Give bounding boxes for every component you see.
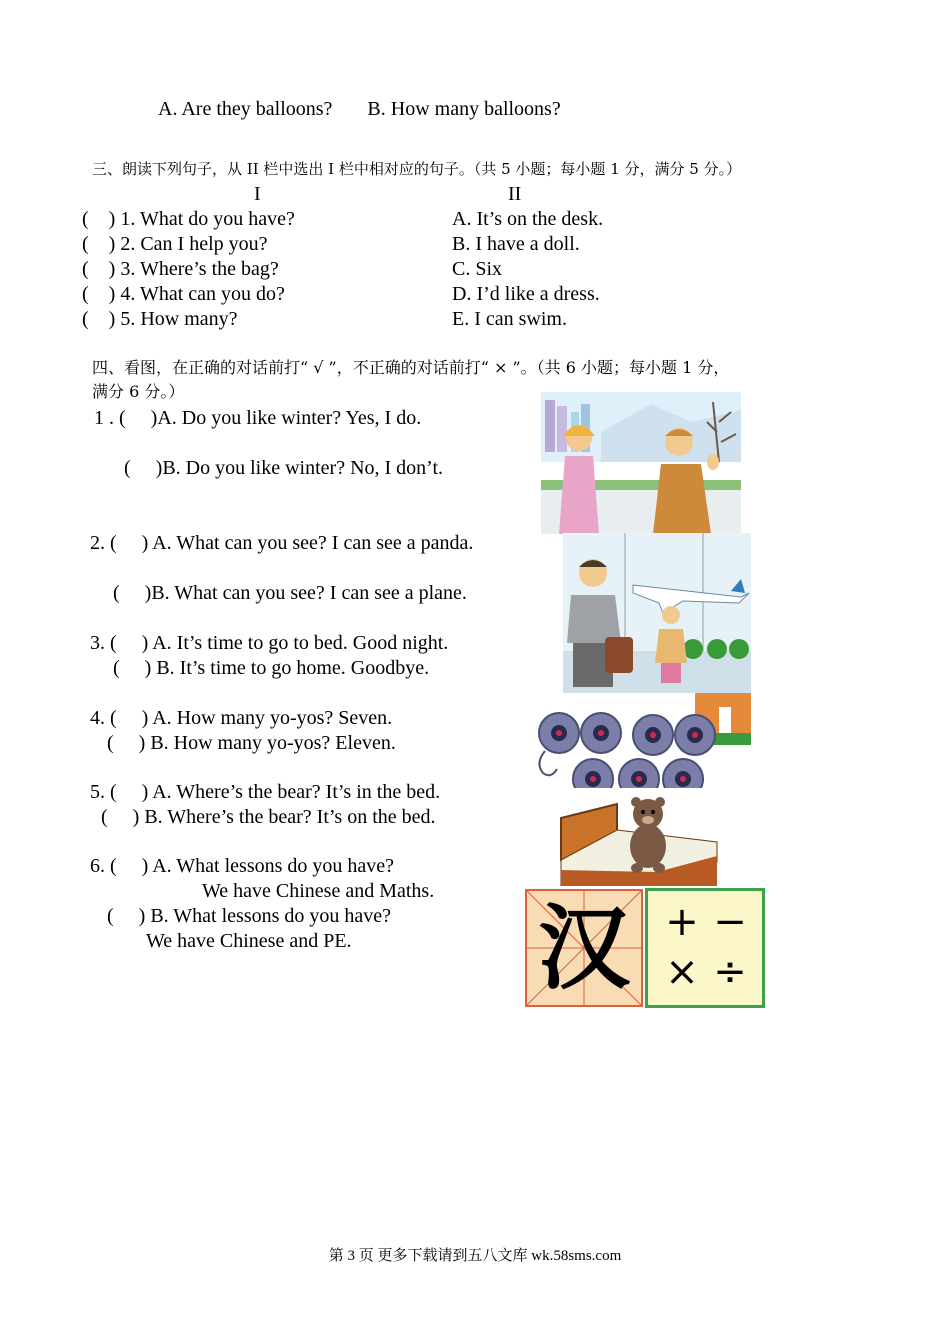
column-ii-label: II	[508, 183, 522, 205]
page-footer: 第 3 页 更多下载请到五八文库 wk.58sms.com	[328, 1248, 622, 1264]
q4-option-a: 4. ( ) A. How many yo-yos? Seven.	[90, 707, 393, 729]
q5-option-a: 5. ( ) A. Where’s the bear? It’s in the bed.	[90, 781, 441, 803]
previous-question-options: A. Are they balloons? B. How many balloons?	[158, 98, 561, 120]
q2-option-a: 2. ( ) A. What can you see? I can see a panda.	[90, 532, 474, 554]
match-right-d: D. I’d like a dress.	[452, 283, 600, 305]
q1-option-b: ( )B. Do you like winter? No, I don’t.	[124, 457, 444, 479]
divide-sign: ÷	[713, 949, 747, 995]
q6-option-b: ( ) B. What lessons do you have?	[107, 905, 392, 927]
match-left-2: ( ) 2. Can I help you?	[82, 233, 268, 255]
q5-option-b: ( ) B. Where’s the bear? It’s on the bed.	[101, 806, 436, 828]
q3-option-a: 3. ( ) A. It’s time to go to bed. Good night.	[90, 632, 449, 654]
bear-on-bed-image	[557, 790, 720, 886]
q6-option-a: 6. ( ) A. What lessons do you have?	[90, 855, 395, 877]
airport-scene-image	[563, 533, 751, 693]
match-right-b: B. I have a doll.	[452, 233, 580, 255]
match-right-a: A. It’s on the desk.	[452, 208, 604, 230]
column-i-label: I	[254, 183, 261, 205]
q6-option-a-answer: We have Chinese and Maths.	[202, 880, 435, 902]
winter-scene-image	[541, 392, 741, 534]
match-left-4: ( ) 4. What can you do?	[82, 283, 285, 305]
plus-sign: +	[665, 899, 699, 945]
minus-sign: −	[713, 899, 747, 945]
section-3-heading: 三、朗读下列句子，从 II 栏中选出 I 栏中相对应的句子。（共 5 小题；每小题 1 分，满分 5 分。）	[92, 160, 742, 178]
hanzi-character: 汉	[537, 894, 630, 1002]
q2-option-b: ( )B. What can you see? I can see a plane.	[113, 582, 467, 604]
yo-yos-image	[535, 693, 751, 788]
match-left-3: ( ) 3. Where’s the bag?	[82, 258, 279, 280]
q3-option-b: ( ) B. It’s time to go home. Goodbye.	[113, 657, 430, 679]
match-left-1: ( ) 1. What do you have?	[82, 208, 295, 230]
section-4-heading-line2: 满分 6 分。）	[92, 382, 185, 401]
section-4-heading-line1: 四、看图，在正确的对话前打“ √ ”，不正确的对话前打“ × ”。（共 6 小题；每小题 1 分，	[92, 358, 730, 377]
chinese-character-card	[525, 889, 643, 1007]
times-sign: ×	[665, 949, 699, 995]
math-symbols-card	[645, 888, 765, 1008]
match-left-5: ( ) 5. How many?	[82, 308, 238, 330]
q1-option-a: 1 . ( )A. Do you like winter? Yes, I do.	[94, 407, 422, 429]
q4-option-b: ( ) B. How many yo-yos? Eleven.	[107, 732, 396, 754]
q6-option-b-answer: We have Chinese and PE.	[146, 930, 352, 952]
match-right-e: E. I can swim.	[452, 308, 567, 330]
match-right-c: C. Six	[452, 258, 503, 280]
